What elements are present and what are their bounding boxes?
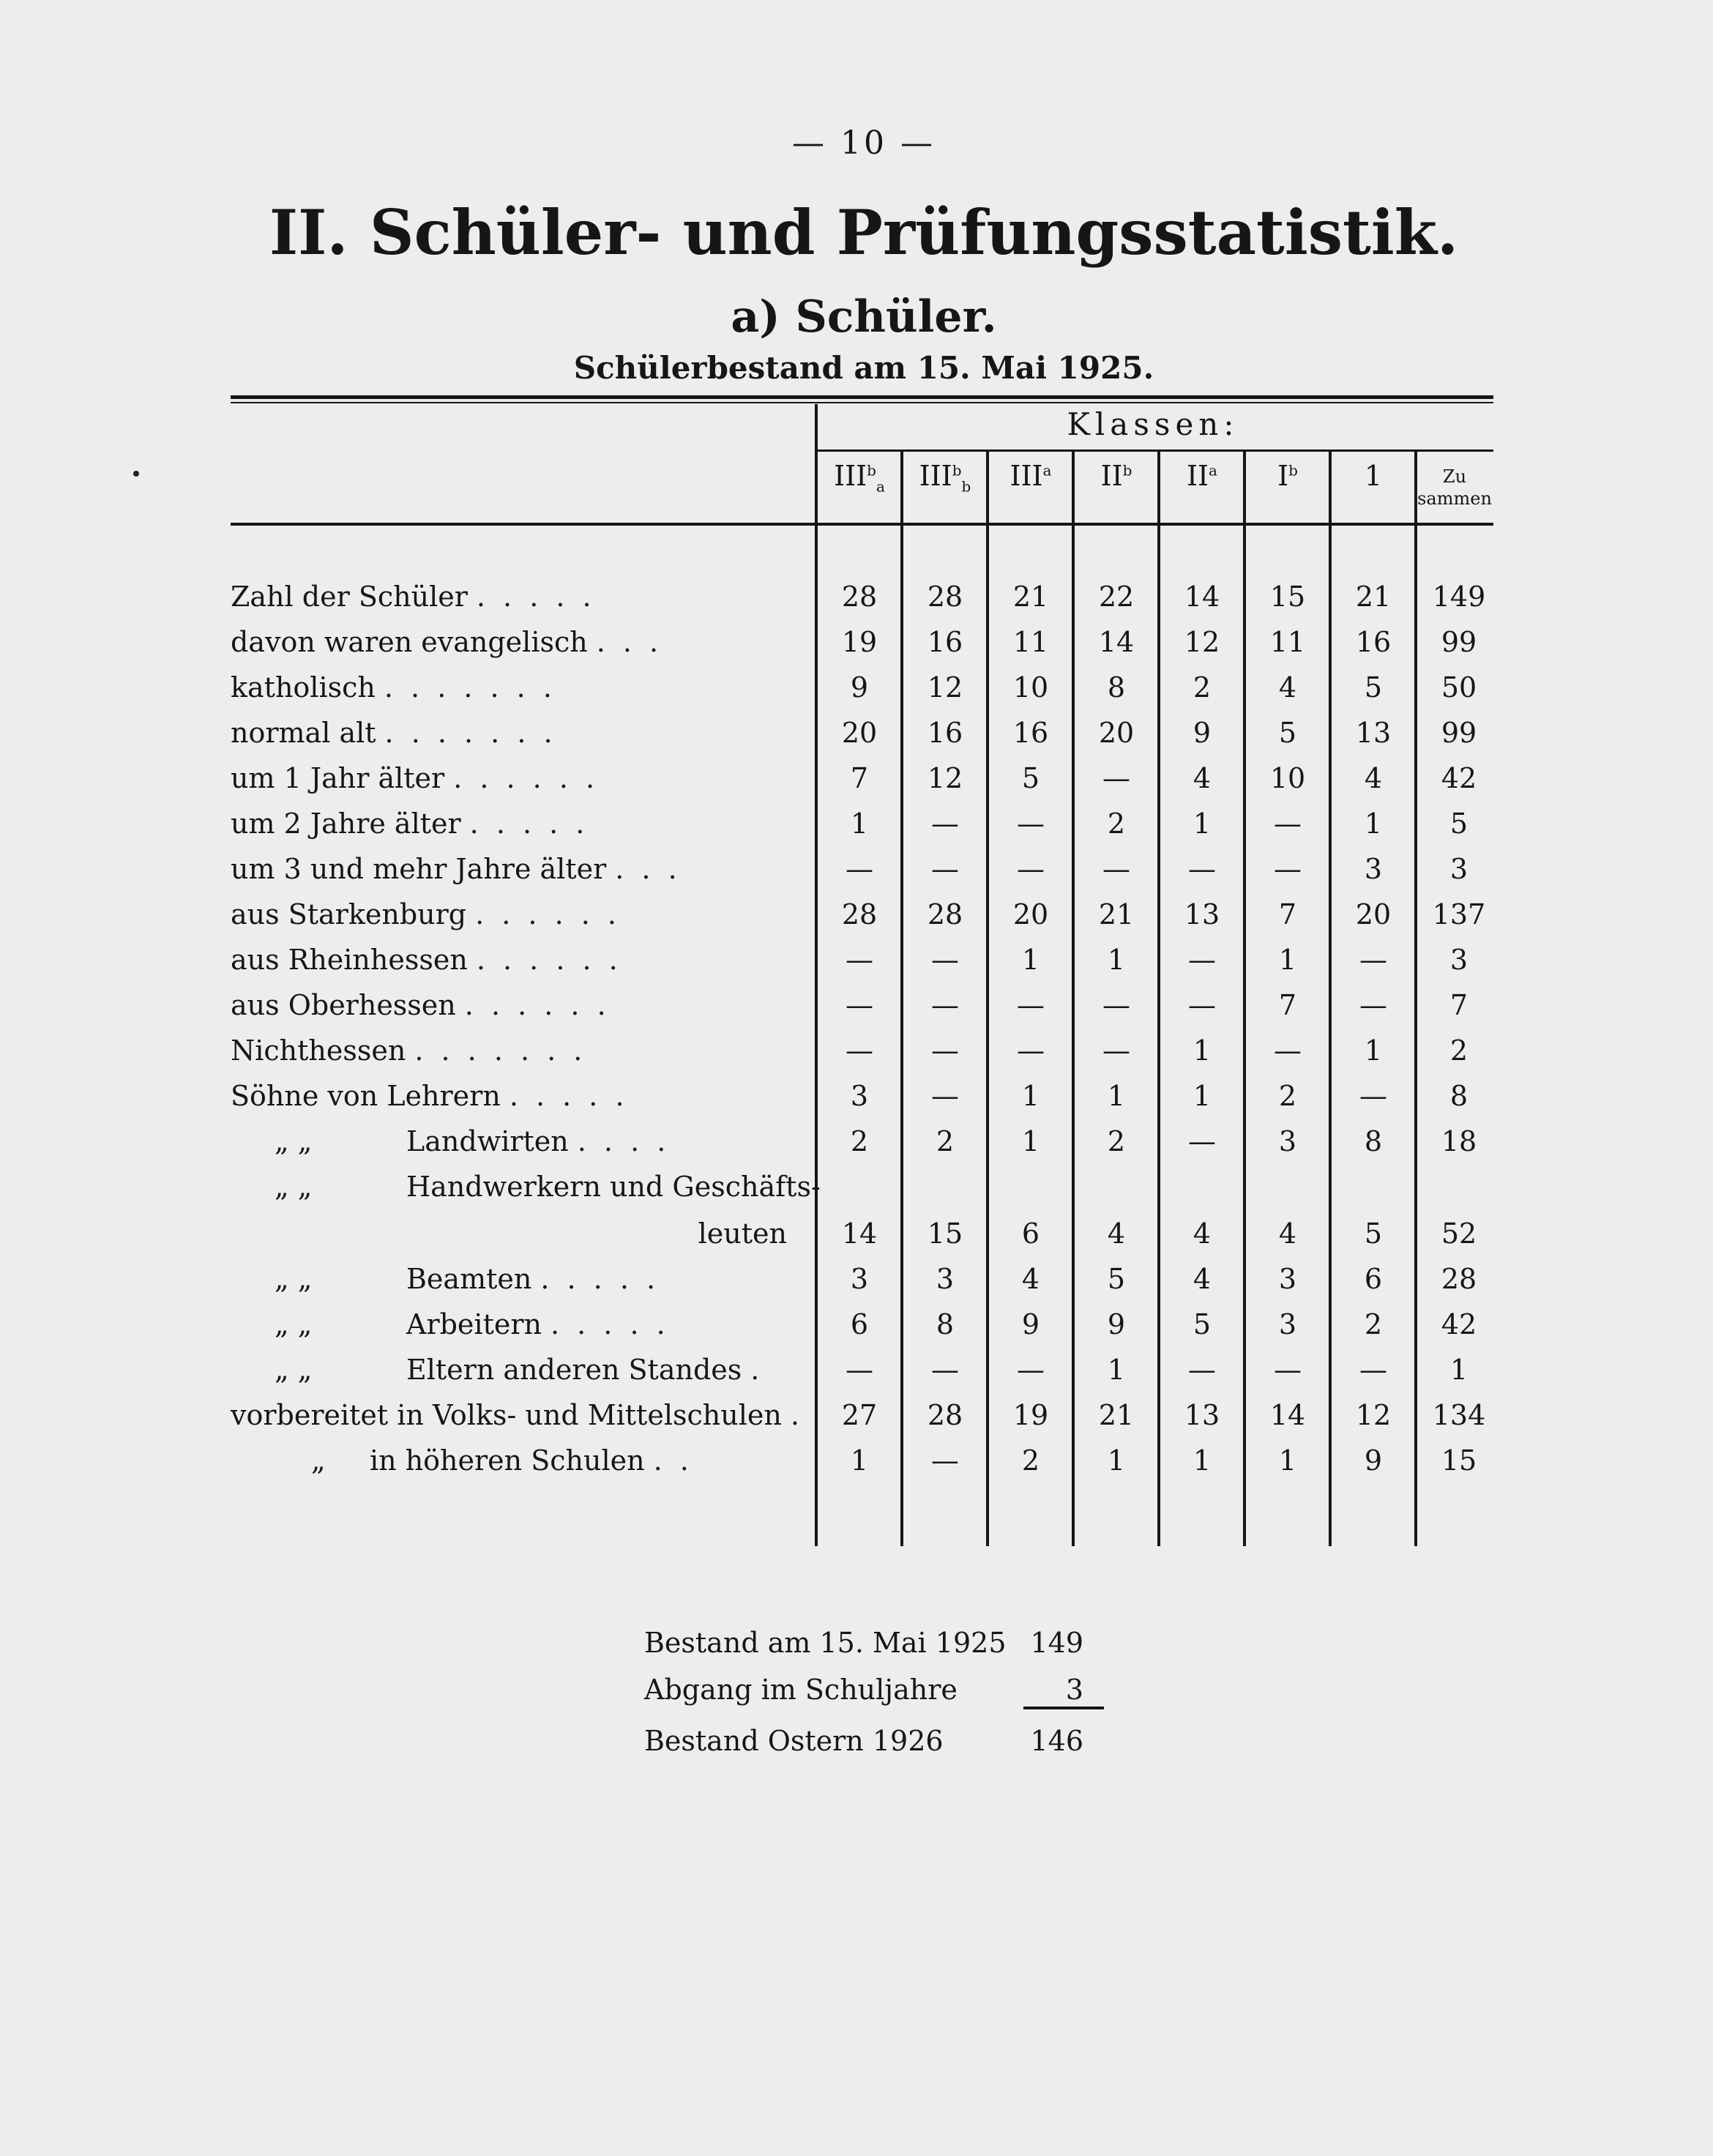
table-cell: 3 [850,1263,869,1295]
table-cell: 8 [1364,1125,1383,1157]
table-cell: — [1102,853,1130,885]
table-row [0,1261,1713,1297]
total-cell: 137 [1432,898,1486,930]
table-cell: 20 [1012,898,1049,930]
table-cell: 8 [936,1308,955,1340]
total-cell: 15 [1441,1444,1477,1477]
table-cell: — [1274,807,1302,840]
dot-leader: . . . . . . . [384,717,557,749]
table-cell: 8 [1107,671,1126,704]
table-cell: 16 [1355,626,1392,658]
column-header: $II^b$ [1100,460,1132,492]
table-cell: 1 [1021,944,1040,976]
table-cell: 3 [1278,1125,1297,1157]
table-cell: — [1102,989,1130,1021]
dot-leader: . . . . . . [476,944,622,976]
table-cell: — [1359,989,1387,1021]
table-cell: 10 [1269,762,1306,794]
table-cell: 2 [936,1125,955,1157]
row-label-text: Handwerkern und Geschäfts- [406,1171,821,1203]
row-label [231,1442,787,1479]
table-cell: 7 [1278,898,1297,930]
row-label [231,1032,787,1069]
table-cell: — [846,944,873,976]
table-cell: 1 [1107,1080,1126,1112]
dot-leader: . . . . . [550,1308,670,1340]
row-label [231,987,787,1023]
ditto-mark: „ „ [275,1263,313,1295]
row-label [231,941,787,978]
table-cell: — [1017,807,1045,840]
table-cell: 13 [1184,1399,1220,1431]
table-cell: — [1274,1354,1302,1386]
table-cell: 4 [1021,1263,1040,1295]
table-cell: 5 [1278,717,1297,749]
table-cell: 4 [1107,1217,1126,1250]
table-cell: — [1359,944,1387,976]
table-cell: — [1017,989,1045,1021]
klassen-header: Klassen: [1067,406,1239,442]
table-row [0,1306,1713,1343]
table-cell: 11 [1269,626,1306,658]
stray-dot [133,471,139,477]
column-header: 1 [1364,460,1383,492]
dot-leader: . . . . . . . [414,1034,587,1067]
table-cell: 2 [1278,1080,1297,1112]
table-cell: — [931,853,959,885]
table-cell: — [931,1444,959,1477]
table-cell: 3 [1278,1263,1297,1295]
row-label-text: aus Oberhessen [231,989,456,1021]
table-row [0,805,1713,842]
summary-label: Abgang im Schuljahre [644,1674,958,1706]
table-top-rule [231,395,1493,399]
summary-row [644,1622,1113,1663]
total-cell: 2 [1449,1034,1468,1067]
table-cell: 28 [927,581,963,613]
table-row [0,624,1713,660]
table-cell: 19 [1012,1399,1049,1431]
table-cell: 14 [1269,1399,1306,1431]
table-cell: — [1017,1354,1045,1386]
row-label [231,1078,787,1114]
dot-leader: . . . . . [476,581,596,613]
table-cell: 12 [1184,626,1220,658]
table-cell: 21 [1355,581,1392,613]
table-cell: — [846,1034,873,1067]
row-label-text: vorbereitet in Volks- und Mittelschulen [231,1399,782,1431]
row-label [231,760,787,797]
table-cell: 21 [1012,581,1049,613]
row-label-text: um 3 und mehr Jahre älter [231,853,607,885]
table-cell: 27 [841,1399,878,1431]
table-caption: Schülerbestand am 15. Mai 1925. [573,350,1154,386]
column-header: $II^a$ [1187,460,1217,492]
summary-rule [1023,1706,1104,1709]
table-cell: 7 [1278,989,1297,1021]
total-cell: 3 [1449,944,1468,976]
table-row [0,987,1713,1023]
table-cell: — [1274,1034,1302,1067]
table-cell: — [1359,1080,1387,1112]
row-label-text: leuten [698,1217,787,1250]
summary-row [644,1669,1113,1710]
row-label [231,1215,787,1252]
row-label-text: aus Starkenburg [231,898,467,930]
table-cell: — [931,807,959,840]
table-cell: 4 [1193,1263,1212,1295]
table-cell: 1 [1278,944,1297,976]
table-cell: 9 [1107,1308,1126,1340]
dot-leader: . . . [615,853,682,885]
table-cell: 14 [1184,581,1220,613]
table-row [0,1397,1713,1433]
table-cell: 3 [1278,1308,1297,1340]
dot-leader: . . . . . . [464,989,611,1021]
dot-leader: . . . . . . [475,898,621,930]
table-cell: 3 [1364,853,1383,885]
table-cell: 28 [841,898,878,930]
row-label-text: Eltern anderen Standes [406,1354,742,1386]
dot-leader: . . . . . . [453,762,600,794]
table-cell: 13 [1184,898,1220,930]
row-label-text: um 2 Jahre älter [231,807,461,840]
total-cell: 42 [1441,762,1477,794]
row-label [231,669,787,706]
total-cell: 5 [1449,807,1468,840]
total-cell: 99 [1441,626,1477,658]
total-cell: 52 [1441,1217,1477,1250]
row-label [231,1168,821,1205]
ditto-mark: „ „ [275,1354,313,1386]
table-row [0,760,1713,797]
table-row [0,1032,1713,1069]
column-header: $I^b$ [1277,460,1298,492]
table-cell: 9 [1021,1308,1040,1340]
row-label-text: um 1 Jahr älter [231,762,445,794]
table-row [0,1078,1713,1114]
table-cell: — [1017,853,1045,885]
total-cell: 42 [1441,1308,1477,1340]
table-cell: — [931,1034,959,1067]
total-cell: 149 [1432,581,1486,613]
table-cell: 3 [850,1080,869,1112]
page-number: — 10 — [792,124,936,162]
total-cell: 3 [1449,853,1468,885]
table-cell: 4 [1278,671,1297,704]
table-cell: 22 [1098,581,1135,613]
table-cell: — [931,1080,959,1112]
total-cell: 7 [1449,989,1468,1021]
table-cell: 28 [841,581,878,613]
total-cell: 50 [1441,671,1477,704]
page-title: II. Schüler- und Prüfungsstatistik. [269,196,1459,269]
table-row [0,896,1713,933]
table-cell: 1 [1107,1444,1126,1477]
row-label-text: Arbeitern [406,1308,542,1340]
table-cell: 28 [927,1399,963,1431]
row-label [231,1397,804,1433]
table-row [0,941,1713,978]
table-cell: — [931,989,959,1021]
column-header: $III^b_b$ [919,460,971,496]
column-header: III$^a$ [1009,460,1052,492]
table-cell: 3 [936,1263,955,1295]
row-label [231,1123,787,1160]
table-cell: — [846,853,873,885]
ditto-mark: „ „ [275,1125,313,1157]
table-cell: 7 [850,762,869,794]
table-cell: — [1188,1354,1216,1386]
table-row [0,1168,1713,1205]
table-cell: 9 [1193,717,1212,749]
table-cell: 15 [927,1217,963,1250]
total-cell: 1 [1449,1354,1468,1386]
table-cell: 1 [1021,1125,1040,1157]
dot-leader: . . . . . [469,807,589,840]
table-cell: 1 [1107,1354,1126,1386]
summary-row [644,1720,1113,1761]
total-cell: 8 [1449,1080,1468,1112]
dot-leader: . [790,1399,804,1431]
section-subtitle: a) Schüler. [731,291,997,343]
klassen-underline [816,450,1493,452]
table-row [0,1442,1713,1479]
dot-leader: . . . . [577,1125,671,1157]
table-cell: 12 [1355,1399,1392,1431]
table-cell: 14 [1098,626,1135,658]
total-cell: 28 [1441,1263,1477,1295]
table-cell: 21 [1098,898,1135,930]
table-cell: 20 [841,717,878,749]
table-cell: — [846,1354,873,1386]
table-row [0,578,1713,615]
table-cell: 20 [1098,717,1135,749]
table-cell: 16 [927,717,963,749]
table-cell: 2 [1021,1444,1040,1477]
dot-leader: . . . [596,626,663,658]
table-top-rule-thin [231,402,1493,403]
table-cell: 12 [927,671,963,704]
summary-label: Bestand am 15. Mai 1925 [644,1627,1007,1659]
table-cell: — [1102,1034,1130,1067]
table-cell: 1 [1364,1034,1383,1067]
table-cell: — [931,1354,959,1386]
row-label [231,715,787,751]
table-cell: 6 [1364,1263,1383,1295]
table-cell: 16 [1012,717,1049,749]
table-cell: 5 [1021,762,1040,794]
table-row [0,851,1713,887]
table-cell: 2 [850,1125,869,1157]
row-label [231,851,787,887]
column-header-total: Zu sammen [1417,466,1492,509]
ditto-mark: „ „ [275,1171,313,1203]
dot-leader: . . [653,1444,693,1477]
summary-label: Bestand Ostern 1926 [644,1725,944,1757]
ditto-mark: „ „ [275,1308,313,1340]
row-label-text: aus Rheinhessen [231,944,468,976]
table-cell: 15 [1269,581,1306,613]
dot-leader: . . . . . [540,1263,660,1295]
summary-value: 149 [1030,1627,1083,1659]
ditto-mark: „ [311,1444,326,1477]
table-cell: — [1017,1034,1045,1067]
row-label [231,896,787,933]
table-cell: 21 [1098,1399,1135,1431]
header-bottom-rule [231,523,1493,526]
row-label [231,624,787,660]
row-label [231,1306,787,1343]
table-cell: 10 [1012,671,1049,704]
table-cell: — [1359,1354,1387,1386]
row-label-text: Nichthessen [231,1034,406,1067]
table-cell: 2 [1107,807,1126,840]
table-cell: 16 [927,626,963,658]
table-cell: 13 [1355,717,1392,749]
table-cell: 1 [1364,807,1383,840]
total-cell: 134 [1432,1399,1486,1431]
dot-leader: . [750,1354,764,1386]
table-cell: 5 [1193,1308,1212,1340]
table-cell: 14 [841,1217,878,1250]
total-cell: 18 [1441,1125,1477,1157]
table-cell: 2 [1107,1125,1126,1157]
summary-value: 146 [1030,1725,1083,1757]
table-cell: 12 [927,762,963,794]
row-label [231,805,787,842]
table-cell: 1 [1193,1034,1212,1067]
dot-leader: . . . . . [509,1080,629,1112]
table-cell: — [1274,853,1302,885]
table-cell: 4 [1193,762,1212,794]
table-cell: 2 [1364,1308,1383,1340]
table-cell: 6 [1021,1217,1040,1250]
table-cell: 19 [841,626,878,658]
row-label [231,578,787,615]
row-label-text: katholisch [231,671,376,704]
row-label-text: normal alt [231,717,376,749]
table-row [0,1351,1713,1388]
table-cell: 5 [1364,1217,1383,1250]
table-cell: 6 [850,1308,869,1340]
summary-value: 3 [1065,1674,1083,1706]
row-label [231,1351,787,1388]
table-cell: 1 [1193,1444,1212,1477]
table-cell: 1 [850,807,869,840]
table-cell: 4 [1364,762,1383,794]
column-header: $III^b_a$ [834,460,885,496]
row-label-text: Beamten [406,1263,532,1295]
row-label-text: Landwirten [406,1125,569,1157]
table-cell: — [1188,1125,1216,1157]
table-cell: 1 [1021,1080,1040,1112]
row-label-text: in höheren Schulen [370,1444,645,1477]
row-label-text: Söhne von Lehrern [231,1080,501,1112]
table-cell: 1 [1193,807,1212,840]
table-cell: 20 [1355,898,1392,930]
table-cell: 4 [1278,1217,1297,1250]
dot-leader: . . . . . . . [384,671,556,704]
table-cell: 1 [1107,944,1126,976]
table-cell: 4 [1193,1217,1212,1250]
table-cell: 9 [850,671,869,704]
table-cell: — [1102,762,1130,794]
total-cell: 99 [1441,717,1477,749]
table-row [0,1215,1713,1252]
table-cell: 11 [1012,626,1049,658]
table-cell: — [1188,853,1216,885]
table-cell: 2 [1193,671,1212,704]
row-label-text: davon waren evangelisch [231,626,588,658]
table-cell: 1 [850,1444,869,1477]
table-row [0,669,1713,706]
table-cell: — [1188,989,1216,1021]
table-cell: 1 [1193,1080,1212,1112]
table-row [0,715,1713,751]
table-cell: — [846,989,873,1021]
table-cell: — [1188,944,1216,976]
row-label-text: Zahl der Schüler [231,581,468,613]
table-cell: 28 [927,898,963,930]
table-cell: 9 [1364,1444,1383,1477]
table-cell: 1 [1278,1444,1297,1477]
row-label [231,1261,787,1297]
table-row [0,1123,1713,1160]
table-cell: — [931,944,959,976]
table-cell: 5 [1364,671,1383,704]
table-cell: 5 [1107,1263,1126,1295]
